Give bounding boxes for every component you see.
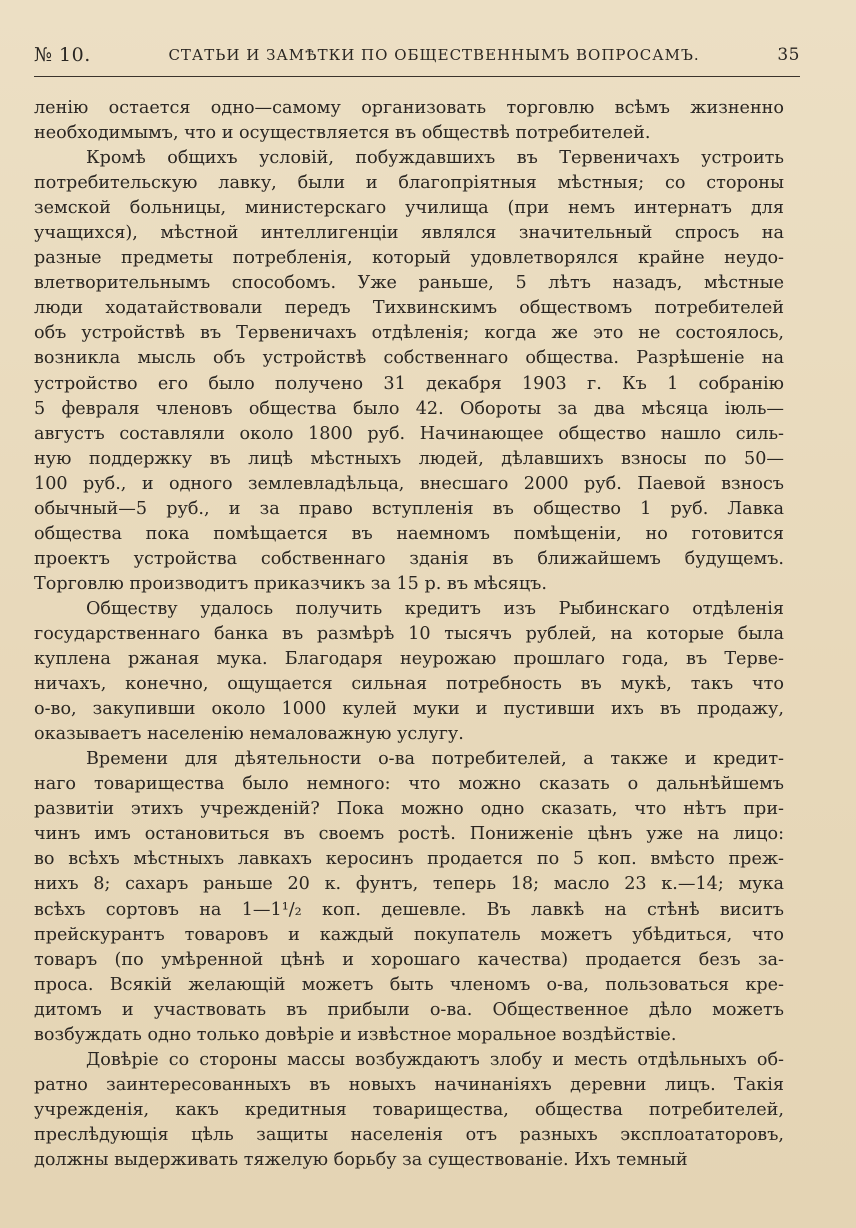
- paragraph: [34, 747, 784, 1048]
- text-line: Времени для дѣятельности о-ва потребителей, а также и кредит-: [86, 749, 784, 770]
- text-line: 5 февраля членовъ общества было 42. Обороты за два мѣсяца іюль—: [34, 398, 784, 419]
- text-line: должны выдерживать тяжелую борьбу за существованіе. Ихъ темный: [34, 1149, 688, 1170]
- text-line: Торговлю производитъ приказчикъ за 15 р. въ мѣсяцъ.: [34, 573, 547, 594]
- text-line: возникла мысль объ устройствѣ собственнаго общества. Разрѣшеніе на: [34, 348, 784, 369]
- text-line: учащихся), мѣстной интеллигенціи являлся значительный спросъ на: [34, 223, 784, 244]
- text-line: земской больницы, министерскаго училища (при немъ интернатъ для: [34, 198, 784, 219]
- text-line: государственнаго банка въ размѣрѣ 10 тысячъ рублей, на которые была: [34, 623, 784, 644]
- text-line: Обществу удалось получить кредитъ изъ Рыбинскаго отдѣленія: [86, 598, 784, 619]
- text-line: преслѣдующія цѣль защиты населенія отъ разныхъ эксплоататоровъ,: [34, 1124, 784, 1145]
- text-line: о-во, закупивши около 1000 кулей муки и пустивши ихъ въ продажу,: [34, 699, 784, 720]
- text-line: развитіи этихъ учрежденій? Пока можно одно сказать, что нѣтъ при-: [34, 799, 784, 820]
- text-line: во всѣхъ мѣстныхъ лавкахъ керосинъ продается по 5 коп. вмѣсто преж-: [34, 849, 784, 870]
- text-line: общества пока помѣщается въ наемномъ помѣщеніи, но готовится: [34, 523, 784, 544]
- text-line: обычный—5 руб., и за право вступленія въ общество 1 руб. Лавка: [34, 498, 784, 519]
- text-line: оказываетъ населенію немаловажную услугу.: [34, 724, 464, 745]
- paragraph: [34, 96, 784, 146]
- issue-number: № 10.: [34, 44, 91, 66]
- text-line: необходимымъ, что и осуществляется въ обществѣ потребителей.: [34, 123, 651, 144]
- paragraph: [34, 597, 784, 747]
- text-line: наго товарищества было немного: что можно сказать о дальнѣйшемъ: [34, 774, 784, 795]
- text-line: прейскурантъ товаровъ и каждый покупатель можетъ убѣдиться, что: [34, 924, 784, 945]
- text-line: куплена ржаная мука. Благодаря неурожаю прошлаго года, въ Терве-: [34, 649, 784, 670]
- page-number: 35: [777, 45, 800, 65]
- text-line: дитомъ и участвовать въ прибыли о-ва. Общественное дѣло можетъ: [34, 999, 784, 1020]
- text-line: товаръ (по умѣренной цѣнѣ и хорошаго качества) продается безъ за-: [34, 949, 784, 970]
- text-line: люди ходатайствовали передъ Тихвинскимъ обществомъ потребителей: [34, 298, 784, 319]
- text-line: ратно заинтересованныхъ въ новыхъ начинаніяхъ деревни лицъ. Такія: [34, 1074, 784, 1095]
- text-line: Довѣріе со стороны массы возбуждаютъ злобу и месть отдѣльныхъ об-: [86, 1049, 784, 1070]
- text-line: возбуждать одно только довѣріе и извѣстное моральное воздѣйствіе.: [34, 1024, 677, 1045]
- text-line: учрежденія, какъ кредитныя товарищества, общества потребителей,: [34, 1099, 784, 1120]
- running-header: [34, 38, 800, 72]
- header-rule: [34, 76, 800, 77]
- text-line: ничахъ, конечно, ощущается сильная потребность въ мукѣ, такъ что: [34, 674, 784, 695]
- text-line: всѣхъ сортовъ на 1—1¹/₂ коп. дешевле. Въ лавкѣ на стѣнѣ виситъ: [34, 899, 784, 920]
- text-line: чинъ имъ остановиться въ своемъ ростѣ. Пониженіе цѣнъ уже на лицо:: [34, 824, 784, 845]
- paragraph: [34, 1048, 784, 1173]
- text-line: проектъ устройства собственнаго зданія въ ближайшемъ будущемъ.: [34, 548, 784, 569]
- text-line: влетворительнымъ способомъ. Уже раньше, 5 лѣтъ назадъ, мѣстные: [34, 273, 784, 294]
- text-line: Кромѣ общихъ условій, побуждавшихъ въ Тервеничахъ устроить: [86, 148, 784, 169]
- article-body: [34, 96, 784, 1173]
- text-line: объ устройствѣ въ Тервеничахъ отдѣленія; когда же это не состоялось,: [34, 323, 784, 344]
- text-line: устройство его было получено 31 декабря 1903 г. Къ 1 собранію: [34, 373, 784, 394]
- text-line: ленію остается одно—самому организовать торговлю всѣмъ жизненно: [34, 98, 784, 118]
- text-line: потребительскую лавку, были и благопріятныя мѣстныя; со стороны: [34, 173, 784, 194]
- text-line: разные предметы потребленія, который удовлетворялся крайне неудо-: [34, 248, 784, 269]
- text-line: 100 руб., и одного землевладѣльца, внесшаго 2000 руб. Паевой взносъ: [34, 473, 784, 494]
- section-title: СТАТЬИ И ЗАМѢТКИ ПО ОБЩЕСТВЕННЫМЪ ВОПРОСАМЪ.: [168, 46, 700, 64]
- text-line: августъ составляли около 1800 руб. Начинающее общество нашло силь-: [34, 423, 784, 444]
- text-line: нихъ 8; сахаръ раньше 20 к. фунтъ, теперь 18; масло 23 к.—14; мука: [34, 874, 784, 895]
- text-line: проса. Всякій желающій можетъ быть членомъ о-ва, пользоваться кре-: [34, 974, 784, 995]
- paragraph: [34, 146, 784, 597]
- text-line: ную поддержку въ лицѣ мѣстныхъ людей, дѣлавшихъ взносы по 50—: [34, 448, 784, 469]
